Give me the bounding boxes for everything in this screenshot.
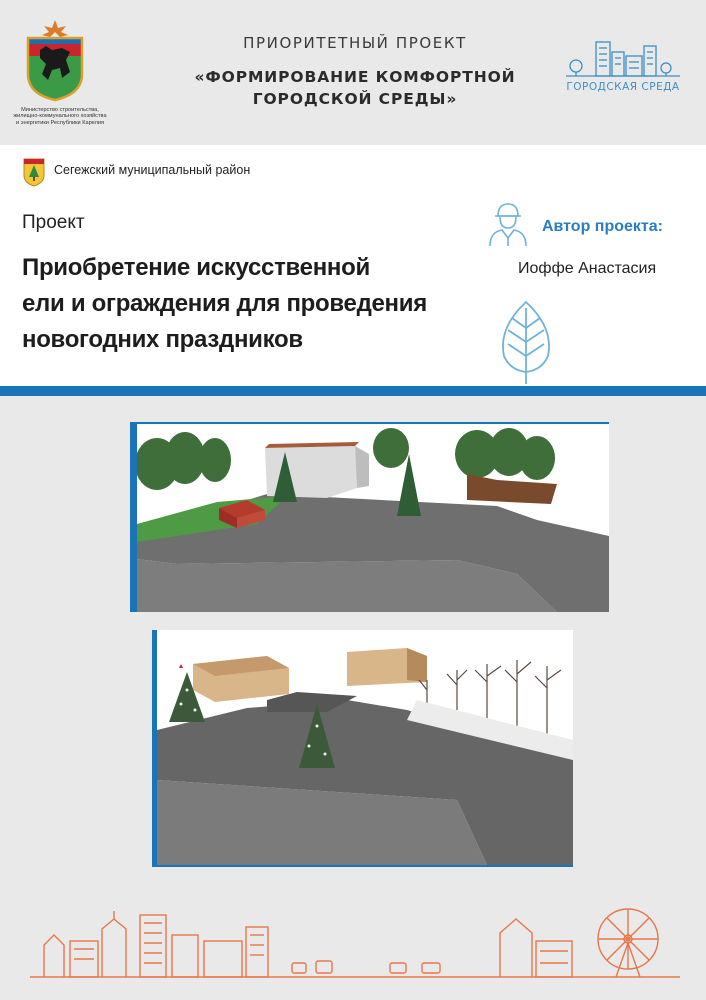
district-name: Сегежский муниципальный район [54, 163, 251, 177]
city-environment-logo [562, 38, 684, 80]
ministry-line: Министерство строительства, [21, 107, 99, 113]
project-label: Проект [22, 212, 85, 233]
divider-bar [0, 386, 706, 396]
project-title-line: ели и ограждения для проведения [22, 290, 427, 317]
render-summer [130, 422, 609, 612]
ministry-line: жилищно-коммунального хозяйства [13, 113, 107, 120]
author-label: Автор проекта: [542, 218, 663, 235]
project-title [22, 250, 482, 358]
city-environment-logo-text: ГОРОДСКАЯ СРЕДА [566, 81, 680, 93]
program-title [160, 66, 550, 110]
leaf-icon [496, 298, 556, 386]
program-title-line: «ФОРМИРОВАНИЕ КОМФОРТНОЙ [194, 68, 516, 86]
worker-icon [486, 200, 530, 248]
karelia-crest-icon [22, 18, 88, 102]
segezha-emblem-icon [22, 157, 46, 187]
project-title-line: Приобретение искусственной [22, 254, 370, 281]
city-skyline [30, 905, 680, 985]
project-title-line: новогодних праздников [22, 326, 303, 353]
author-name: Иоффе Анастасия [518, 260, 657, 277]
ministry-line: и энергетики Республики Карелия [15, 119, 105, 126]
render-winter [152, 630, 573, 867]
program-title-line: ГОРОДСКОЙ СРЕДЫ» [252, 90, 458, 108]
priority-label: ПРИОРИТЕТНЫЙ ПРОЕКТ [243, 34, 467, 52]
ministry-name [4, 107, 116, 126]
